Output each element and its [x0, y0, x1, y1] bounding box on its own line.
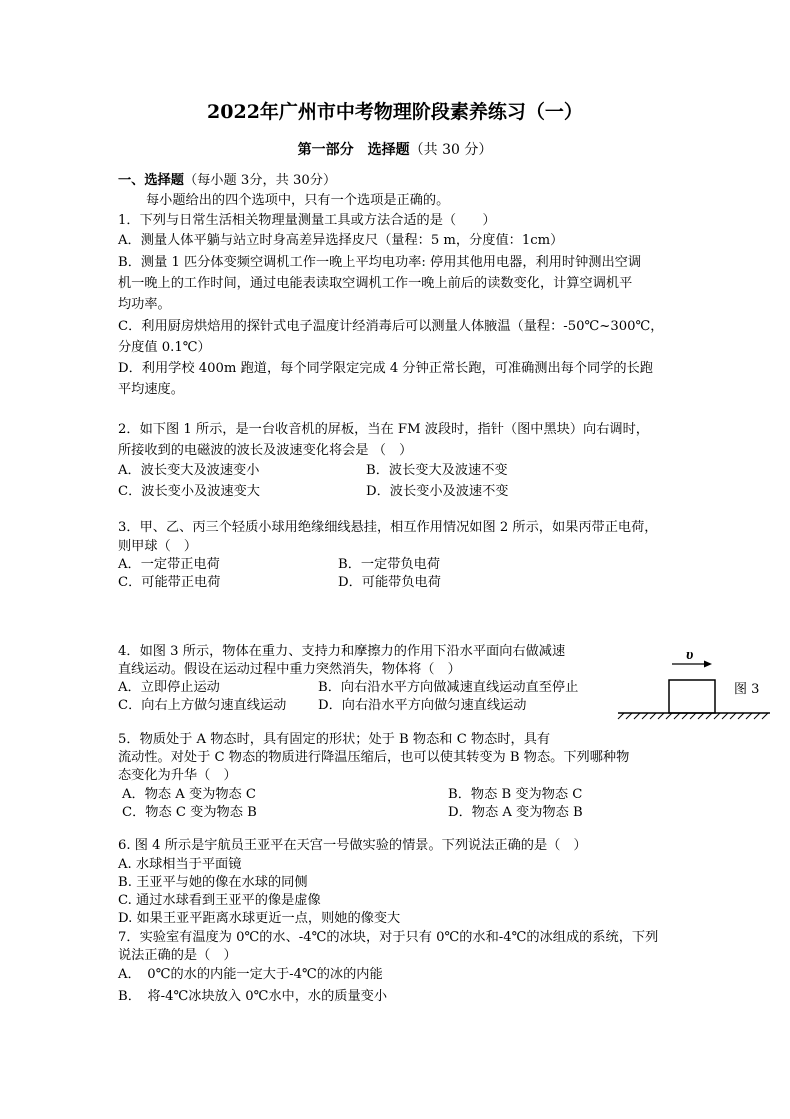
ground-hatching: [618, 713, 768, 719]
question-2-option-d: D．波长变小及波速不变: [366, 484, 509, 499]
question-4-option-c: C．向右上方做匀速直线运动: [118, 698, 287, 713]
question-7-option-b: B． 将-4℃冰块放入 0℃水中，水的质量变小: [118, 989, 388, 1004]
question-7-stem: 7．实验室有温度为 0℃的水、-4℃的冰块，对于只有 0℃的水和-4℃的冰组成的系统，下列: [118, 930, 659, 945]
question-5-stem-line-3: 态变化为升华（ ）: [118, 768, 237, 783]
page-title: 2022年广州市中考物理阶段素养练习（一）: [207, 101, 583, 123]
question-6-option-b: B. 王亚平与她的像在水球的同侧: [118, 875, 308, 890]
question-5-option-c: C．物态 C 变为物态 B: [122, 805, 257, 820]
figure-3: [610, 640, 780, 725]
section-heading: [118, 172, 336, 189]
question-5-stem: 5．物质处于 A 物态时，具有固定的形状；处于 B 物态和 C 物态时，具有: [118, 732, 551, 747]
question-3-stem-line-2: 则甲球（ ）: [118, 539, 198, 554]
velocity-arrow-head: [704, 661, 712, 668]
question-4-stem-line-2: 直线运动。假设在运动过程中重力突然消失，物体将（ ）: [118, 662, 461, 677]
question-7-option-a: A． 0℃的水的内能一定大于-4℃的冰的内能: [118, 967, 383, 982]
question-1-option-b: B．测量 1 匹分体变频空调机工作一晚上平均电功率: 停用其他用电器，利用时钟测出空调: [118, 255, 642, 270]
question-2-option-b: B．波长变大及波速不变: [366, 463, 508, 478]
question-3-option-b: B．一定带负电荷: [338, 557, 441, 572]
section-name: 一、选择题: [118, 173, 184, 188]
question-4-option-a: A．立即停止运动: [118, 680, 220, 695]
instruction: 每小题给出的四个选项中，只有一个选项是正确的。: [146, 193, 450, 208]
part-score: （共 30 分）: [409, 142, 493, 158]
question-3-option-d: D．可能带负电荷: [338, 575, 441, 590]
question-4-stem: 4．如图 3 所示，物体在重力、支持力和摩擦力的作用下沿水平面向右做减速: [118, 644, 566, 659]
question-6-option-d: D. 如果王亚平距离水球更近一点，则她的像变大: [118, 911, 401, 926]
question-4-option-b: B．向右沿水平方向做减速直线运动直至停止: [318, 680, 579, 695]
question-6-option-c: C. 通过水球看到王亚平的像是虚像: [118, 893, 321, 908]
question-1-option-c-line-2: 分度值 0.1℃）: [118, 340, 211, 355]
question-1-option-d: D．利用学校 400m 跑道，每个同学限定完成 4 分钟正常长跑，可准确测出每个同学的长跑: [118, 361, 653, 376]
question-1-option-a: A．测量人体平躺与站立时身高差异选择皮尺（量程：5 m，分度值：1cm）: [118, 233, 564, 248]
part-name: 第一部分 选择题: [297, 142, 410, 158]
question-5-option-d: D．物态 A 变为物态 B: [448, 805, 583, 820]
question-2-stem: 2．如下图 1 所示，是一台收音机的屏板，当在 FM 波段时，指针（图中黑块）向右调时，: [118, 422, 649, 437]
question-4-option-d: D．向右沿水平方向做匀速直线运动: [318, 698, 527, 713]
question-1-option-c: C．利用厨房烘焙用的探针式电子温度计经消毒后可以测量人体腋温（量程：-50℃~300℃，: [118, 319, 664, 334]
question-5-stem-line-2: 流动性。对处于 C 物态的物质进行降温压缩后，也可以使其转变为 B 物态。下列哪种物: [118, 750, 630, 765]
figure-3-caption: 图 3: [734, 682, 760, 697]
question-1-option-b-line-3: 均功率。: [118, 297, 171, 312]
question-7-stem-line-2: 说法正确的是（ ）: [118, 948, 237, 963]
question-6-stem: 6. 图 4 所示是宇航员王亚平在天宫一号做实验的情景。下列说法正确的是（ ）: [118, 838, 587, 853]
question-5-option-a: A．物态 A 变为物态 C: [122, 787, 257, 802]
question-1-option-d-line-2: 平均速度。: [118, 382, 184, 397]
question-2-option-a: A．波长变大及波速变小: [118, 463, 260, 478]
question-3-stem: 3．甲、乙、丙三个轻质小球用绝缘细线悬挂，相互作用情况如图 2 所示，如果丙带正电荷，: [118, 520, 658, 535]
question-1-stem: 1．下列与日常生活相关物理量测量工具或方法合适的是（ ）: [118, 213, 496, 228]
velocity-label: υ: [686, 647, 694, 663]
question-2-option-c: C．波长变小及波速变大: [118, 484, 260, 499]
question-3-option-a: A．一定带正电荷: [118, 557, 220, 572]
block-object: [669, 680, 715, 713]
part-heading: [0, 141, 790, 159]
question-6-option-a: A. 水球相当于平面镜: [118, 857, 242, 872]
question-1-option-b-line-2: 机一晚上的工作时间，通过电能表读取空调机工作一晚上前后的读数变化，计算空调机平: [118, 276, 633, 291]
question-2-stem-line-2: 所接收到的电磁波的波长及波速变化将会是 （ ）: [118, 443, 413, 458]
question-3-option-c: C．可能带正电荷: [118, 575, 221, 590]
question-5-option-b: B．物态 B 变为物态 C: [448, 787, 583, 802]
section-note: （每小题 3分，共 30分）: [183, 173, 337, 188]
